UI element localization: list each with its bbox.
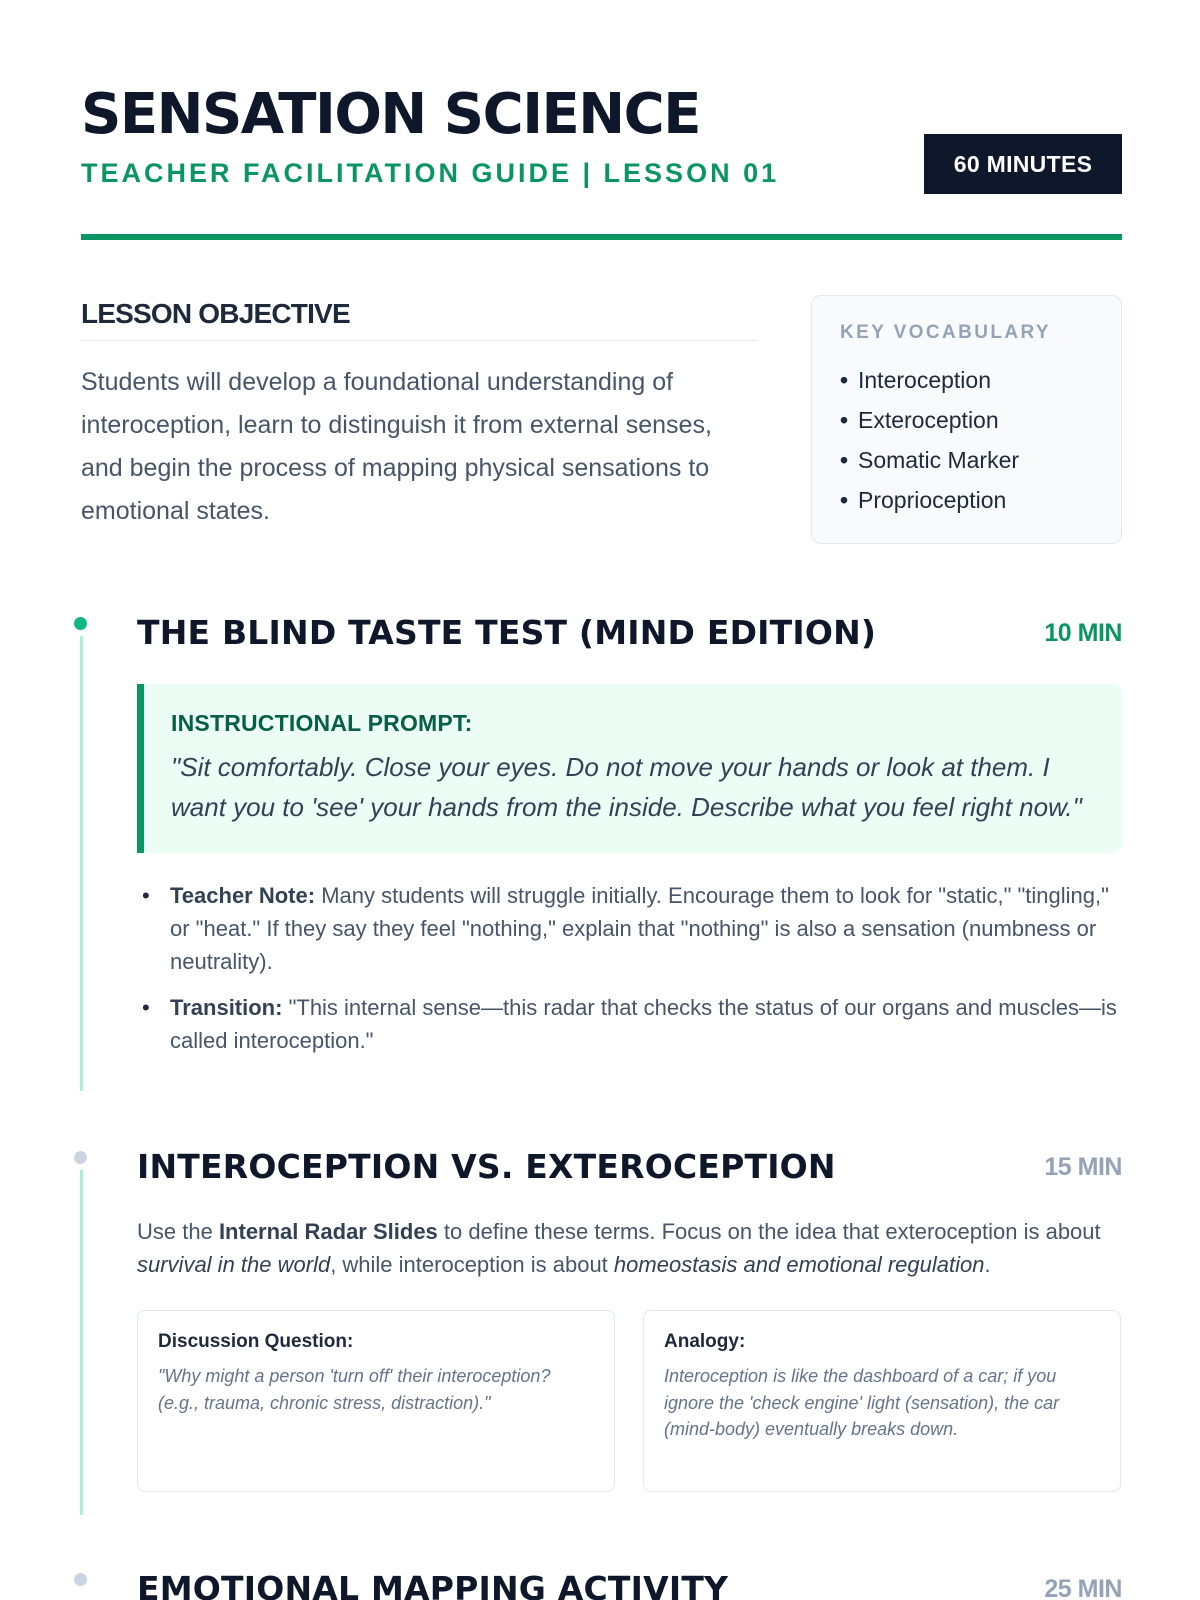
note-text: Many students will struggle initially. Encourage them to look for "static," "tingling," or "heat." If they say they feel "nothing," explain that "nothing" is also a sensation (numbness or neutrality).	[170, 883, 1109, 974]
section-title: INTEROCEPTION VS. EXTEROCEPTION	[137, 1147, 836, 1186]
timeline-line	[80, 1170, 83, 1515]
vocabulary-list	[840, 360, 1093, 520]
note-label: Teacher Note:	[170, 883, 316, 908]
note-text: "This internal sense—this radar that checks the status of our organs and muscles—is called interoception."	[170, 995, 1117, 1053]
section-blind-taste-test	[137, 613, 1122, 1070]
lesson-guide-page	[81, 0, 1122, 1600]
section-header	[137, 1569, 1122, 1600]
section-time: 10 MIN	[1044, 619, 1122, 647]
card-text: Interoception is like the dashboard of a car; if you ignore the 'check engine' light (sensation), the car (mind-body) eventually breaks down.	[664, 1366, 1060, 1439]
transition-note-item	[137, 991, 1122, 1057]
analogy-card	[643, 1310, 1121, 1492]
vocabulary-item: • Exteroception	[840, 407, 999, 433]
body-text: Use the	[137, 1219, 219, 1244]
body-text: to define these terms. Focus on the idea that exteroception is about	[437, 1219, 1101, 1244]
note-label: Transition:	[170, 995, 283, 1020]
section-time: 25 MIN	[1044, 1575, 1122, 1600]
section-title: EMOTIONAL MAPPING ACTIVITY	[137, 1569, 729, 1600]
section-body	[137, 1215, 1122, 1281]
objective-text: Students will develop a foundational understanding of interoception, learn to distinguish it from external senses, and begin the process of mapping physical sensations to emotional states.	[81, 368, 712, 525]
lesson-objective	[81, 298, 757, 533]
emphasis-text: survival in the world	[137, 1252, 331, 1277]
vocabulary-item: • Proprioception	[840, 487, 1007, 513]
document-subtitle: TEACHER FACILITATION GUIDE | LESSON 01	[81, 158, 780, 188]
prompt-label: INSTRUCTIONAL PROMPT:	[171, 710, 473, 736]
timeline-dot	[74, 1573, 87, 1586]
vocabulary-item: • Interoception	[840, 367, 991, 393]
vocabulary-term: Interoception	[858, 367, 991, 393]
section-interoception-vs-exteroception	[137, 1147, 1122, 1492]
header-divider	[81, 234, 1122, 240]
teacher-notes-list	[137, 879, 1122, 1057]
card-text: "Why might a person 'turn off' their interoception? (e.g., trauma, chronic stress, distraction)."	[158, 1366, 551, 1413]
objective-heading: LESSON OBJECTIVE	[81, 298, 757, 341]
key-vocabulary-card	[811, 295, 1122, 544]
vocabulary-heading: KEY VOCABULARY	[840, 322, 1051, 343]
body-text: .	[984, 1252, 991, 1277]
vocabulary-term: Proprioception	[858, 487, 1007, 513]
info-cards	[137, 1310, 1122, 1492]
duration-badge: 60 MINUTES	[924, 134, 1122, 194]
timeline-dot-active	[74, 617, 87, 630]
vocabulary-term: Somatic Marker	[858, 447, 1020, 473]
section-header	[137, 613, 1122, 657]
timeline-line	[80, 636, 83, 1091]
card-title: Discussion Question:	[158, 1331, 354, 1352]
vocabulary-term: Exteroception	[858, 407, 999, 433]
instructional-prompt-box	[137, 684, 1122, 853]
section-header	[137, 1147, 1122, 1191]
prompt-text: "Sit comfortably. Close your eyes. Do not move your hands or look at them. I want you to 'see' your hands from the inside. Describe what you feel right now."	[171, 752, 1082, 822]
section-title: THE BLIND TASTE TEST (MIND EDITION)	[137, 613, 877, 652]
slides-reference: Internal Radar Slides	[218, 1219, 438, 1244]
teacher-note-item	[137, 879, 1122, 978]
section-emotional-mapping	[137, 1569, 1122, 1600]
body-text: , while interoception is about	[330, 1252, 614, 1277]
discussion-question-card	[137, 1310, 615, 1492]
emphasis-text: homeostasis and emotional regulation	[613, 1252, 985, 1277]
document-title: SENSATION SCIENCE	[81, 82, 701, 147]
timeline-dot	[74, 1151, 87, 1164]
section-time: 15 MIN	[1044, 1153, 1122, 1181]
vocabulary-item: • Somatic Marker	[840, 447, 1020, 473]
document-header	[81, 78, 1122, 246]
card-title: Analogy:	[664, 1331, 746, 1352]
